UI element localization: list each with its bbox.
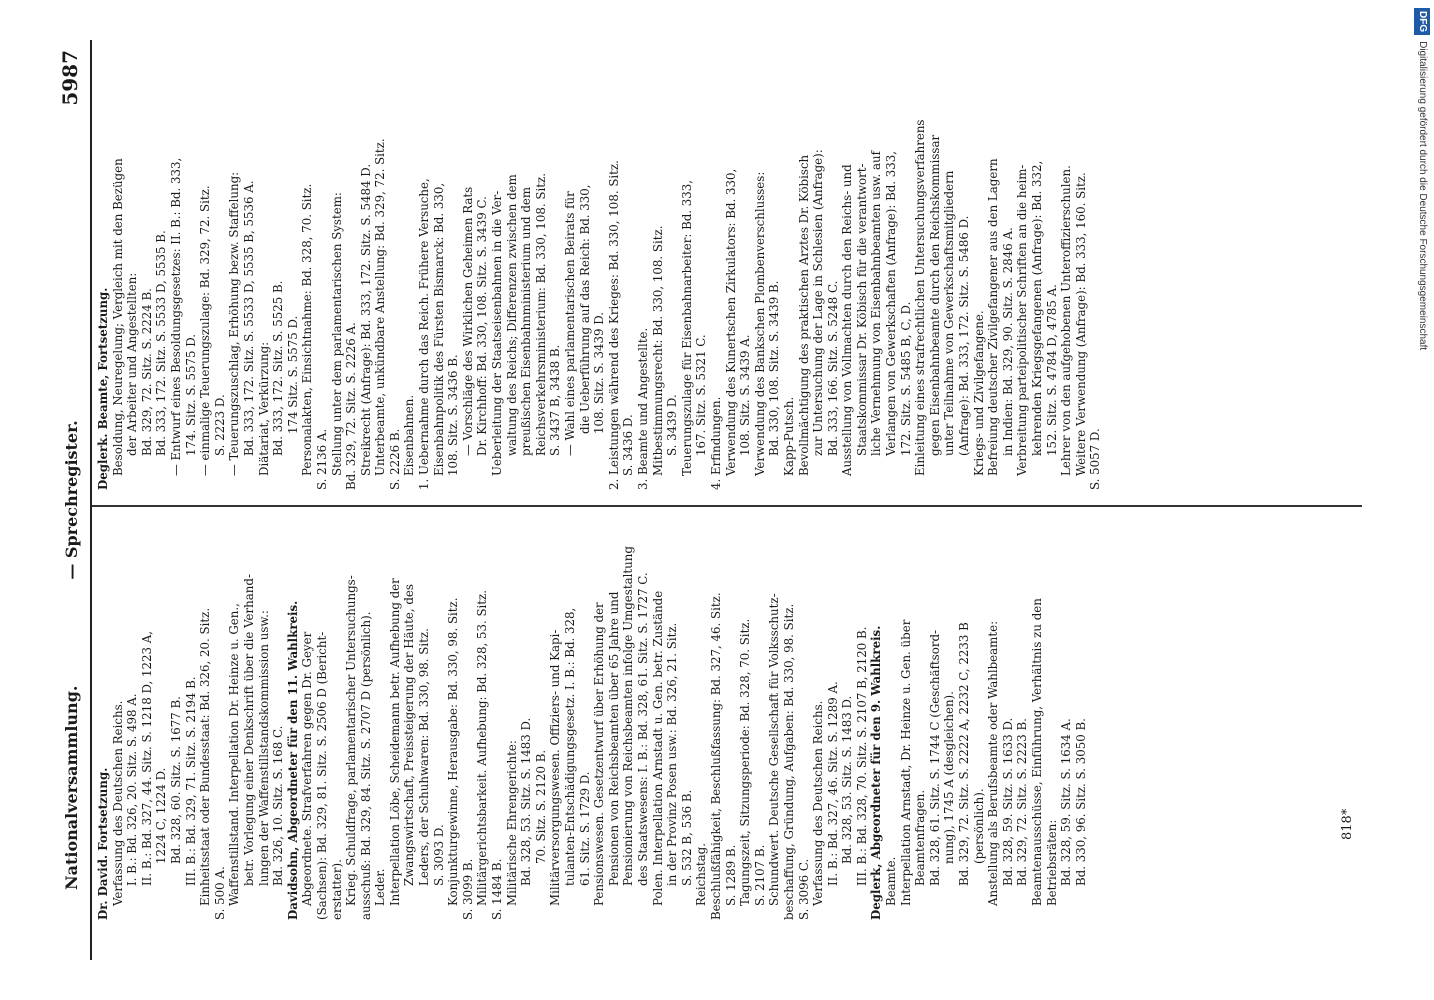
index-line: Stellung unter dem parlamentarischen System: [329, 192, 344, 476]
dfg-logo: DFG [1414, 8, 1430, 35]
index-line: 2. Leistungen während des Krieges: Bd. 330, 108. Sitz. [606, 160, 621, 490]
index-line: Dr. David. Fortsetzung. [96, 767, 110, 920]
index-line: Mitbestimmungsrecht: Bd. 330, 108. Sitz. [650, 225, 665, 476]
index-line: Teuerungszulage für Eisenbahnarbeiter: Bd. 333, [679, 179, 694, 476]
index-line: III. B.: Bd. 328, 70. Sitz. S. 2107 B, 2120 B. [854, 626, 869, 886]
index-line: Konjunkturgewinne, Herausgabe: Bd. 330, 98. Sitz. [446, 597, 461, 906]
index-line: 3. Beamte und Angestellte. [635, 327, 650, 490]
index-line: Bd. 329, 72. Sitz. S. 2224 B. [139, 288, 154, 456]
header-center-title: — Sprechregister. [62, 420, 81, 580]
index-line: Pensionen von Reichsbeamten über 65 Jahre und [606, 591, 621, 886]
index-line: Kriegs- und Zivilgefangene. [971, 310, 986, 476]
index-line: — Wahl eines parlamentarischen Beirats für [563, 191, 577, 456]
index-line: Leder. [373, 868, 388, 906]
index-line: Davidsohn, Abgeordneter für den 11. Wahlkreis. [285, 600, 300, 920]
index-line: S. 3099 B. [460, 858, 475, 920]
index-line: Befreiung deutscher Zivilgefangener aus den Lagern [986, 158, 1001, 476]
index-line: S. 1484 B. [490, 858, 505, 920]
index-line: S. 3437 B, 3438 B. [548, 344, 563, 456]
index-line: Eisenbahnen. [402, 394, 417, 476]
index-line: II. B.: Bd. 327, 44. Sitz. S. 1218 D, 1223 A, [139, 630, 154, 886]
index-line: nung), 1745 A (desgleichen). [942, 691, 957, 864]
index-line: Unterbeamte, unkündbare Anstellung: Bd. 329, 72. Sitz. [373, 138, 388, 476]
index-line: Bd. 330, 108. Sitz. S. 3439 B. [767, 280, 782, 456]
index-line: kehrenden Kriegsgefangenen (Anfrage): Bd. 332, [1030, 160, 1044, 456]
index-line: Reichstag. [694, 843, 709, 906]
index-line: 1224 C, 1224 D. [154, 767, 169, 864]
index-line: Dr. Kirchhoff: Bd. 330, 108. Sitz. S. 3439 C. [475, 196, 490, 456]
index-line: Bd. 329, 72. Sitz. S. 2223 B. [1015, 718, 1030, 886]
index-line: Verfassung des Deutschen Reichs. [811, 700, 826, 906]
index-line: beschaffung, Gründung, Aufgaben: Bd. 330, 98. Sitz. [781, 603, 796, 920]
index-line: 174 Sitz. S. 5575 D. [285, 315, 300, 434]
index-line: die Ueberführung auf das Reich: Bd. 330, [577, 184, 592, 434]
page-number: 5987 [58, 50, 82, 106]
index-line: Weitere Verwendung (Anfrage): Bd. 333, 160. Sitz. [1073, 172, 1088, 476]
index-line: III. B.: Bd. 329, 71. Sitz. S. 2194 B. [183, 676, 198, 886]
index-line: I. B.: Bd. 326, 20. Sitz. S. 498 A. [125, 693, 140, 886]
index-line: S. 3439 D. [665, 394, 680, 456]
index-line: Bd. 326, 10. Sitz. S. 168 C. [271, 725, 286, 886]
index-line: Beschlußfähigkeit, Beschlußfassung: Bd. 327, 46. Sitz. [708, 592, 723, 920]
index-line: Verbreitung parteipolitischer Schriften an die heim- [1015, 164, 1030, 476]
index-line: S. 532 B, 536 B. [679, 789, 694, 886]
index-line: 108. Sitz. S. 3436 B. [446, 354, 461, 476]
index-line: gegen Eisenbahnbeamte durch den Reichskommissar [927, 134, 942, 456]
index-line: Bd. 330, 96. Sitz. S. 3050 B. [1073, 718, 1088, 886]
index-line: Bd. 333, 172. Sitz. S. 5533 D, 5535 B. [154, 230, 169, 456]
index-line: 152. Sitz. S. 4784 D, 4785 A. [1044, 284, 1059, 456]
index-line: S. 2223 D. [212, 394, 227, 456]
index-line: Bd. 328, 59. Sitz. S. 1633 D. [1000, 717, 1015, 886]
index-line: (Anfrage): Bd. 333, 172. Sitz. S. 5486 D. [957, 215, 972, 456]
index-line: S. 1289 B. [723, 844, 738, 906]
index-line: Verwendung des Bankschen Plombenverschlusses: [752, 171, 767, 476]
index-line: Leders, der Schuhwaren: Bd. 330, 98. Sitz. [417, 628, 432, 886]
left-column [96, 485, 1346, 920]
index-line: S. 3093 D. [431, 824, 446, 886]
index-line: Interpellation Löbe, Scheidemann betr. Aufhebung der [387, 578, 402, 906]
index-line: 172. Sitz. S. 5485 B, C, D. [898, 301, 913, 456]
index-line: betr. Vorlegung einer Denkschrift über die Verhand- [241, 574, 256, 886]
dfg-credit-text: Digitalisierung gefördert durch die Deutsche Forschungsgemeinschaft [1417, 41, 1428, 351]
index-line: S. 500 A. [212, 866, 227, 920]
index-line: Einheitsstaat oder Bundesstaat: Bd. 326, 20. Sitz. [198, 607, 213, 906]
index-line: in Indien: Bd. 329, 90. Sitz. S. 2846 A. [1000, 227, 1015, 456]
index-line: 61. Sitz. S. 1729 D. [577, 771, 592, 886]
index-line: preußischen Eisenbahnministerium und dem [519, 186, 534, 456]
index-line: Beamtenausschüsse, Einführung, Verhältnis zu den [1030, 598, 1044, 906]
index-line: — Vorschläge des Wirklichen Geheimen Rats [460, 186, 475, 456]
index-line: Bd. 333, 172. Sitz. S. 5533 D, 5535 B, 5536 A. [241, 180, 256, 456]
index-line: 108. Sitz. S. 3439 A. [738, 334, 753, 456]
index-line: unter Teilnahme von Gewerkschaftsmitgliedern [942, 170, 957, 456]
index-line: Waffenstillstand. Interpellation Dr. Heinze u. Gen., [227, 603, 242, 906]
index-line: Betriebsräten: [1044, 819, 1059, 906]
index-line: Verwendung des Kunertschen Zirkulators: Bd. 330, [723, 168, 738, 476]
index-line: 174. Sitz. S. 5575 D. [183, 333, 198, 456]
index-line: erstatter). [329, 859, 344, 920]
index-line: lungen der Waffenstillstandskommission usw.: [256, 610, 271, 886]
index-line: Militärversorgungswesen. Offiziers- und Kapi- [548, 629, 563, 906]
index-line: Bd. 329, 72. Sitz. S. 2226 A. [344, 322, 359, 490]
index-line: Verfassung des Deutschen Reichs. [110, 700, 125, 906]
index-line: Diätariat, Verkürzung: [256, 341, 271, 476]
index-line: S. 2226 B. [387, 428, 402, 490]
index-line: Militärgerichtsbarkeit. Aufhebung: Bd. 328, 53. Sitz. [475, 589, 490, 906]
index-line: 167. Sitz. S. 5321 C. [694, 334, 709, 456]
index-line: Beamtenfragen. [913, 789, 928, 886]
index-line: zur Untersuchung der Lage in Schlesien (Anfrage): [811, 149, 826, 456]
index-line: Pensionierung von Reichsbeamten infolge Umgestaltung [621, 546, 636, 886]
index-line: S. 3096 C. [796, 858, 811, 920]
index-line: S. 2136 A. [314, 428, 329, 490]
column-divider [92, 505, 1362, 507]
index-line: Bevollmächtigung des praktischen Arztes Dr. Köbisch [796, 154, 811, 476]
header-left-title: Nationalversammlung. [62, 685, 81, 890]
index-line: (persönlich). [971, 788, 986, 864]
index-line: Personalakten, Einsichtnahme: Bd. 328, 70. Sitz. [300, 183, 315, 476]
index-line: Besoldung, Neuregelung; Vergleich mit den Bezügen [110, 158, 125, 476]
index-line: Streikrecht (Anfrage): Bd. 333, 172. Sitz. S. 5484 D. [358, 163, 373, 476]
index-line: Polen. Interpellation Arnstadt u. Gen. betr. Zustände [650, 590, 665, 906]
index-line: Militärische Ehrengerichte: [504, 740, 519, 906]
index-line: ausschuß: Bd. 329, 84. Sitz. S. 2707 D (persönlich). [358, 611, 373, 920]
index-line: Bd. 328, 61. Sitz. S. 1744 C (Geschäftsord- [927, 629, 942, 886]
index-line: Bd. 328, 53. Sitz. S. 1483 D. [840, 695, 855, 864]
index-line: Krieg. Schuldfrage, parlamentarischer Untersuchungs- [344, 575, 359, 906]
index-line: Abgeordnete. Strafverfahren gegen Dr. Geyer [300, 631, 315, 906]
index-line: S. 3436 D. [621, 414, 636, 476]
index-line: Tagungszeit, Sitzungsperiode: Bd. 328, 70. Sitz. [738, 618, 753, 906]
index-line: Schundwert. Deutsche Gesellschaft für Volksschutz- [767, 593, 782, 906]
index-line: des Staatswesens: I. B.: Bd. 328, 61. Sitz. S. 1727 C. [635, 572, 650, 886]
signature-mark: 818* [1340, 808, 1355, 840]
index-line: — Entwurf eines Besoldungsgesetzes: II. B.: Bd. 333, [168, 157, 183, 476]
index-line: Staatskommissar Dr. Köbisch für die verantwort- [854, 163, 869, 456]
index-line: Deglerk. Beamte, Fortsetzung. [96, 287, 110, 490]
index-line: Eisenbahnpolitik des Fürsten Bismarck: Bd. 330, [431, 182, 446, 476]
right-column [96, 55, 1346, 490]
index-line: tulanten-Entschädigungsgesetz. I. B.: Bd. 328, [563, 607, 577, 886]
page-header [50, 40, 92, 960]
index-line: Anstellung als Berufsbeamte oder Wahlbeamte: [986, 620, 1001, 906]
index-line: (Sachsen): Bd. 329, 81. Sitz. S. 2506 D (Bericht- [314, 631, 329, 920]
index-line: Verlangen von Gewerkschaften (Anfrage): Bd. 333, [884, 150, 899, 456]
index-line: Bd. 328, 60. Sitz. S. 1677 B. [168, 696, 183, 864]
index-line: Pensionswesen. Gesetzentwurf über Erhöhung der [592, 602, 607, 906]
index-line: Bd. 333, 166. Sitz. S. 5248 C. [825, 280, 840, 456]
index-line: II. B.: Bd. 327, 46. Sitz. S. 1289 A. [825, 681, 840, 886]
index-line: — einmalige Teuerungszulage: Bd. 329, 72. Sitz. [198, 185, 213, 476]
index-line: Bd. 333, 172. Sitz. S. 5525 B. [271, 280, 286, 456]
index-line: Interpellation Arnstadt, Dr. Heinze u. Gen. über [898, 619, 913, 906]
index-line: Ausstellung von Vollmachten durch den Reichs- und [840, 164, 855, 476]
index-line: Beamte. [884, 856, 899, 906]
index-line: Bd. 329, 72. Sitz. S. 2222 A, 2232 C, 2233 B [957, 622, 972, 886]
index-line: Bd. 328, 59. Sitz. S. 1634 A. [1059, 718, 1074, 886]
index-line: Bd. 328, 53. Sitz. S. 1483 D. [519, 717, 534, 886]
index-line: Einleitung eines strafrechtlichen Untersuchungsverfahrens [913, 119, 928, 476]
index-line: waltung des Reichs; Differenzen zwischen dem [504, 174, 519, 456]
index-line: der Arbeiter und Angestellten: [125, 272, 140, 456]
index-line: — Teuerungszuschlag, Erhöhung bezw. Staffelung: [227, 171, 242, 476]
index-line: Kapp-Putsch. [781, 396, 796, 476]
index-line: Zwangswirtschaft, Preissteigerung der Häute, des [402, 584, 417, 886]
dfg-sidebar [1414, 8, 1430, 992]
index-line: Reichsverkehrsministerium: Bd. 330, 108. Sitz. [533, 173, 548, 456]
index-line: in der Provinz Posen usw.: Bd. 326, 21. Sitz. [665, 622, 680, 886]
index-line: Lehrer von den aufgehobenen Unteroffizierschulen. [1059, 165, 1074, 476]
index-line: Ueberleitung der Staatseisenbahnen in die Ver- [490, 190, 505, 476]
index-line: 70. Sitz. S. 2120 B. [533, 749, 548, 864]
index-line: 1. Uebernahme durch das Reich. Frühere Versuche, [417, 178, 432, 490]
index-line: 4. Erfindungen. [708, 396, 723, 490]
index-line: liche Vernehmung von Eisenbahnbeamten usw. auf [869, 151, 884, 456]
index-line: Deglerk, Abgeordneter für den 9. Wahlkreis. [869, 625, 884, 920]
index-line: S. 2107 B. [752, 844, 767, 906]
index-line: S. 5057 D. [1088, 428, 1103, 490]
index-line: 108. Sitz. S. 3439 D. [592, 311, 607, 434]
